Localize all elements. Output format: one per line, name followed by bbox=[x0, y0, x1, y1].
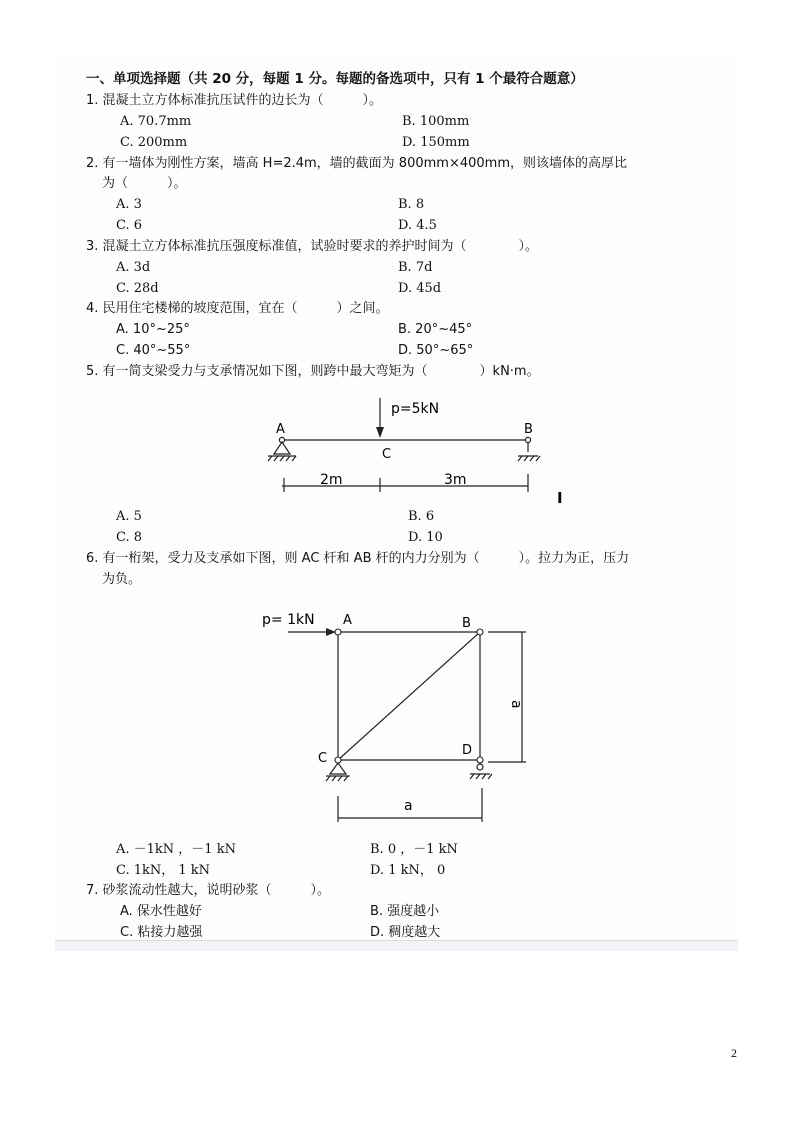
q5-option-c: C. 8 bbox=[116, 530, 143, 545]
q2-option-b: B. 8 bbox=[398, 197, 425, 212]
q6-option-c: C. 1kN， 1 kN bbox=[116, 863, 211, 878]
q3-option-c: C. 28d bbox=[116, 281, 159, 296]
page-number: 2 bbox=[731, 1046, 737, 1060]
truss-load-arrow-head bbox=[326, 628, 336, 636]
question-6-stem-line1: 6. 有一桁架，受力及支承如下图，则 AC 杆和 AB 杆的内力分别为（ ）。拉力为正，压力 bbox=[86, 551, 630, 566]
q1-option-a: A. 70.7mm bbox=[120, 114, 192, 129]
q3-option-d: D. 45d bbox=[398, 281, 442, 296]
q6-option-d: D. 1 kN， 0 bbox=[370, 863, 446, 878]
q7-option-b: B. 强度越小 bbox=[370, 904, 440, 919]
q4-option-b: B. 20°~45° bbox=[398, 322, 473, 337]
q6-option-a: A. －1kN ，－1 kN bbox=[116, 842, 236, 857]
question-5-stem: 5. 有一简支梁受力与支承情况如下图，则跨中最大弯矩为（ ）kN·m。 bbox=[86, 364, 540, 379]
truss-node-b-label: B bbox=[462, 616, 471, 631]
section-title: 一、单项选择题（共 20 分，每题 1 分。每题的备选项中，只有 1 个最符合题意） bbox=[86, 71, 584, 87]
joint-d bbox=[477, 757, 483, 763]
stray-mark: I bbox=[557, 489, 563, 507]
q3-option-b: B. 7d bbox=[398, 260, 433, 275]
question-1-stem: 1. 混凝土立方体标准抗压试件的边长为（ ）。 bbox=[86, 93, 383, 108]
q7-option-d: D. 稠度越大 bbox=[370, 925, 441, 940]
beam-load-label: p=5kN bbox=[391, 401, 440, 417]
q7-option-c: C. 粘接力越强 bbox=[120, 925, 203, 940]
q5-option-d: D. 10 bbox=[408, 530, 443, 545]
question-2-stem-line2: 为（ ）。 bbox=[102, 176, 187, 191]
truss-node-a-label: A bbox=[343, 613, 352, 628]
q5-option-a: A. 5 bbox=[116, 509, 142, 524]
truss-member-bc bbox=[338, 632, 480, 760]
q4-option-d: D. 50°~65° bbox=[398, 343, 474, 358]
q1-option-b: B. 100mm bbox=[402, 114, 470, 129]
beam-dim-right-label: 3m bbox=[444, 472, 467, 488]
q5-option-b: B. 6 bbox=[408, 509, 435, 524]
q7-option-a: A. 保水性越好 bbox=[120, 904, 202, 919]
q1-option-d: D. 150mm bbox=[402, 135, 470, 150]
beam-node-b-label: B bbox=[524, 422, 533, 437]
truss-node-c-label: C bbox=[318, 751, 328, 766]
truss-dim-right-label: a bbox=[508, 700, 524, 709]
q6-option-b: B. 0 ，－1 kN bbox=[370, 842, 458, 857]
question-7-stem: 7. 砂浆流动性越大，说明砂浆（ ）。 bbox=[86, 883, 331, 898]
q4-option-a: A. 10°~25° bbox=[116, 322, 190, 337]
q2-option-a: A. 3 bbox=[116, 197, 142, 212]
question-3-stem: 3. 混凝土立方体标准抗压强度标准值，试验时要求的养护时间为（ ）。 bbox=[86, 239, 539, 254]
beam-dim-left-label: 2m bbox=[320, 472, 343, 488]
truss-roller-support-d bbox=[470, 764, 492, 779]
question-2-stem-line1: 2. 有一墙体为刚性方案，墙高 H=2.4m，墙的截面为 800mm×400mm，则该墙体的高厚比 bbox=[86, 156, 627, 171]
joint-b bbox=[477, 629, 483, 635]
truss-node-d-label: D bbox=[462, 743, 473, 758]
q3-option-a: A. 3d bbox=[116, 260, 151, 275]
truss-dimension-right bbox=[488, 632, 526, 762]
q2-option-d: D. 4.5 bbox=[398, 218, 437, 233]
question-6-stem-line2: 为负。 bbox=[102, 572, 142, 587]
question-4-stem: 4. 民用住宅楼梯的坡度范围，宜在（ ）之间。 bbox=[86, 301, 389, 316]
truss-dim-bottom-label: a bbox=[404, 798, 413, 814]
beam-node-a-label: A bbox=[276, 422, 285, 437]
truss-pin-support-c bbox=[326, 763, 350, 781]
q4-option-c: C. 40°~55° bbox=[116, 343, 191, 358]
q1-option-c: C. 200mm bbox=[120, 135, 188, 150]
truss-load-label: p= 1kN bbox=[262, 612, 315, 628]
joint-c bbox=[335, 757, 341, 763]
q2-option-c: C. 6 bbox=[116, 218, 143, 233]
beam-node-c-label: C bbox=[382, 447, 392, 462]
